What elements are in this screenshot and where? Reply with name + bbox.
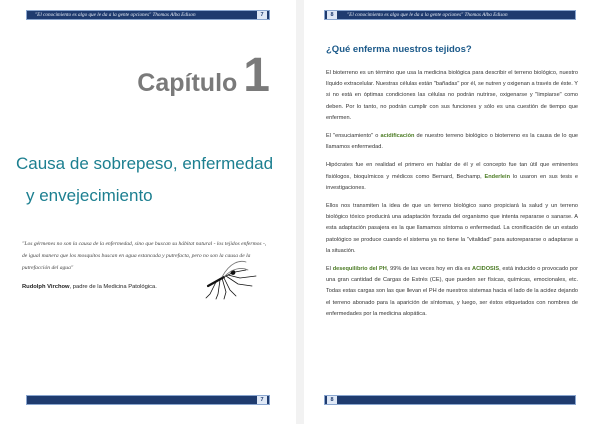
page-header bbox=[324, 10, 576, 20]
book-gutter bbox=[296, 0, 304, 424]
paragraph: El bioterreno es un término que usa la medicina biológica para describir el terreno biológico, nuestro líquido extracelular. Nuestras células están "bañadas" por él, se nutren y oxigenan a través de éste. Y si no está en óptimas condiciones las células no podrán nutrirse, oxigenarse y "limpiarse" como deben. Por lo tanto, no podrán cumplir con sus funciones y sólo es una cuestión de tiempo que enfermen. bbox=[326, 70, 579, 121]
chapter-title bbox=[16, 148, 286, 212]
footer-page-number: 8 bbox=[327, 396, 337, 404]
highlight-term: desequilibrio del PH bbox=[332, 266, 387, 273]
section-title: ¿Qué enferma nuestros tejidos? bbox=[326, 44, 472, 55]
highlight-term: ACIDOSIS bbox=[472, 266, 500, 273]
highlight-term: acidificación bbox=[380, 133, 415, 140]
page-number: 7 bbox=[257, 11, 267, 19]
page-footer bbox=[324, 395, 576, 405]
chapter-title-line2: y envejecimiento bbox=[26, 186, 153, 205]
author-name: Rudolph Virchow bbox=[22, 284, 70, 290]
footer-page-number: 7 bbox=[257, 396, 267, 404]
paragraph: El "ensuciamiento" o acidificación de nuestro terreno biológico o bioterreno es la causa de lo que llamamos enfermedad. bbox=[326, 133, 578, 151]
chapter-number: 1 bbox=[243, 49, 270, 102]
chapter-word: Capítulo bbox=[137, 69, 238, 97]
left-page bbox=[0, 0, 296, 424]
chapter-title-line1: Causa de sobrepeso, enfermedad bbox=[16, 154, 274, 173]
page-header bbox=[26, 10, 270, 20]
right-page bbox=[304, 0, 600, 424]
header-quote: "El conocimiento es algo que le da a la gente opciones" Thomas Alba Edison bbox=[347, 12, 508, 18]
page-footer bbox=[26, 395, 270, 405]
paragraph: Hipócrates fue en realidad el primero en hablar de él y el concepto fue tan útil que eminentes fisiólogos, bioquímicos y médicos como Bernard, Bechamp, Enderlein lo usaron en sus tesis e investigaciones. bbox=[326, 162, 578, 191]
header-quote: "El conocimiento es algo que le da a la gente opciones" Thomas Alba Edison bbox=[35, 12, 196, 18]
epigraph-author bbox=[22, 284, 157, 290]
page-number: 8 bbox=[327, 11, 337, 19]
highlight-term: Enderlein bbox=[484, 173, 510, 180]
mosquito-icon bbox=[202, 256, 258, 300]
chapter-heading bbox=[137, 49, 270, 102]
author-role: , padre de la Medicina Patológica. bbox=[69, 284, 157, 290]
epigraph-quote: "Los gérmenes no son la causa de la enfermedad, sino que buscan su hábitat natural - los tejidos enfermos -, de igual manera que los mosquitos buscan en agua estancada y putrefacta, pero no son la causa de la putrefacción del agua" bbox=[22, 241, 267, 271]
paragraph: El desequilibrio del PH, 99% de las veces hoy en día es ACIDOSIS, está inducido o provocado por una gran cantidad de Cargas de Estrés (CE), que pueden ser físicas, químicas, emocionales, etc. Todas estas cargas son las que llevan el PH de nuestros sistemas hacia el lado de la acidez dejando el terreno abonado para la aparición de síntomas, y luego, ser éstos etiquetados con nombres de enfermedades por la medicina alopática. bbox=[326, 266, 578, 317]
section-body bbox=[326, 68, 578, 327]
paragraph: Ellos nos transmiten la idea de que un terreno biológico sano propiciará la salud y un terreno biológico tóxico producirá una adaptación forzada del organismo que intenta repararse o sanarse. A esta adaptación pasajera es la que llamamos síntoma o enfermedad. La cronificación de un estado patológico se produce cuando el sistema ya no tiene la "vitalidad" para autorepararse o adaptarse a la situación. bbox=[326, 203, 578, 254]
